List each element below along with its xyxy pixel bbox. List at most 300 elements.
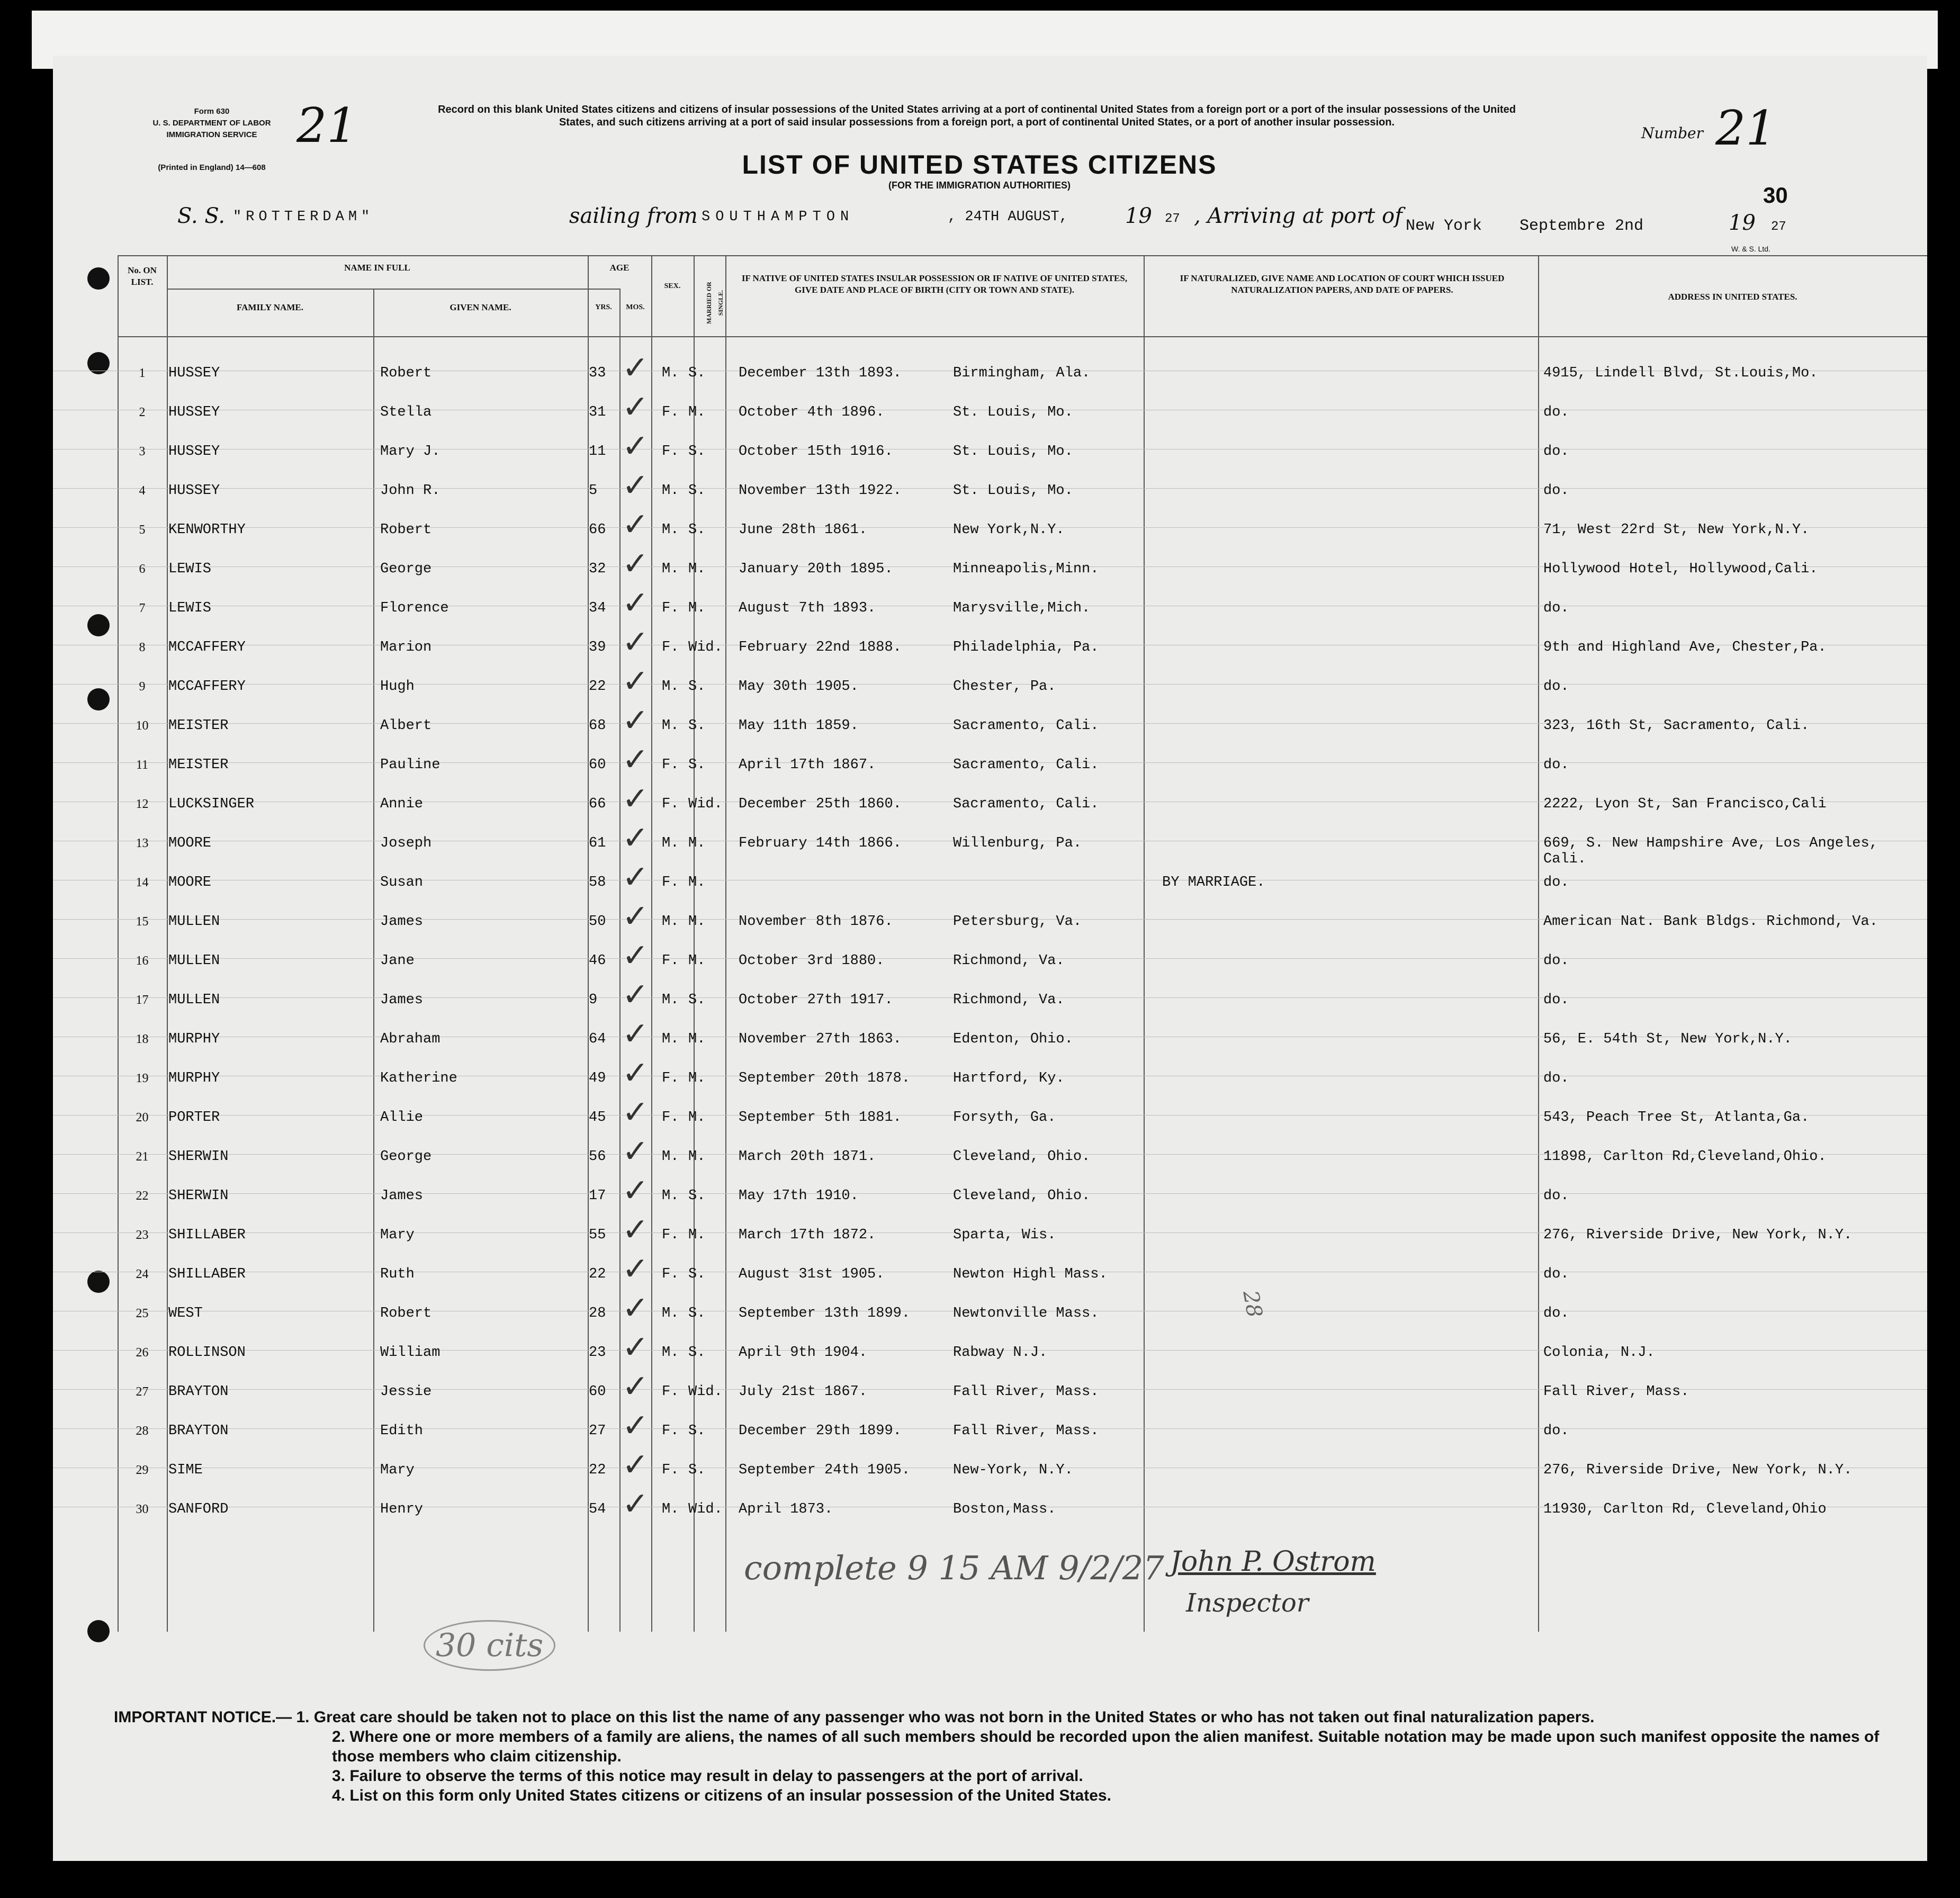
- marital-status: S.: [688, 444, 706, 460]
- given-name: George: [380, 1149, 432, 1165]
- address: do.: [1543, 483, 1569, 499]
- family-name: MOORE: [168, 875, 212, 890]
- birth-date: December 13th 1893.: [739, 365, 902, 381]
- marital-status: M.: [688, 1227, 706, 1243]
- address: Colonia, N.J.: [1543, 1345, 1655, 1361]
- family-name: SHERWIN: [168, 1149, 229, 1165]
- important-notice: [114, 1707, 1925, 1805]
- birth-place: Cleveland, Ohio.: [953, 1188, 1091, 1204]
- age-years: 56: [589, 1149, 606, 1165]
- birth-place: Forsyth, Ga.: [953, 1110, 1056, 1126]
- margin-mark: 28: [1238, 1288, 1267, 1320]
- col-name-in-full: NAME IN FULL: [344, 263, 410, 273]
- punch-hole: [87, 688, 110, 710]
- col-native-birth: IF NATIVE OF UNITED STATES INSULAR POSSESSION OR IF NATIVE OF UNITED STATES, GIVE DATE AND PLACE OF BIRTH (CITY OR TOWN AND STATE).: [741, 273, 1128, 295]
- checkmark-icon: ✓: [622, 349, 649, 386]
- family-name: MEISTER: [168, 718, 229, 734]
- checkmark-icon: ✓: [622, 1172, 649, 1209]
- checkmark-icon: ✓: [622, 898, 649, 935]
- birth-place: Richmond, Va.: [953, 953, 1065, 969]
- address: Hollywood Hotel, Hollywood,Cali.: [1543, 561, 1818, 577]
- family-name: MOORE: [168, 835, 212, 851]
- birth-place: Sacramento, Cali.: [953, 757, 1099, 773]
- arrival-year: 27: [1771, 220, 1786, 234]
- row-number: 30: [136, 1503, 149, 1516]
- birth-place: St. Louis, Mo.: [953, 483, 1073, 499]
- row-number: 4: [139, 484, 146, 498]
- age-years: 32: [589, 561, 606, 577]
- family-name: BRAYTON: [168, 1423, 229, 1439]
- checkmark-icon: ✓: [622, 624, 649, 661]
- address: do.: [1543, 1306, 1569, 1321]
- sex: M.: [662, 483, 679, 499]
- given-name: Annie: [380, 796, 424, 812]
- birth-date: April 9th 1904.: [739, 1345, 868, 1361]
- col-no: No. ON LIST.: [128, 265, 157, 287]
- age-years: 60: [589, 1384, 606, 1400]
- age-years: 33: [589, 365, 606, 381]
- checkmark-icon: ✓: [622, 1015, 649, 1053]
- given-name: Joseph: [380, 835, 432, 851]
- checkmark-icon: ✓: [622, 702, 649, 739]
- marital-status: S.: [688, 1462, 706, 1478]
- given-name: Florence: [380, 600, 449, 616]
- row-number: 25: [136, 1307, 149, 1320]
- age-years: 9: [589, 992, 598, 1008]
- address: 669, S. New Hampshire Ave, Los Angeles, Cali.: [1543, 835, 1878, 867]
- marital-status: M.: [688, 404, 706, 420]
- marital-status: Wid.: [688, 796, 723, 812]
- family-name: BRAYTON: [168, 1384, 229, 1400]
- given-name: Susan: [380, 875, 424, 890]
- address: 11930, Carlton Rd, Cleveland,Ohio: [1543, 1501, 1827, 1517]
- birth-place: Newton Highl Mass.: [953, 1266, 1108, 1282]
- notice-item-4: 4. List on this form only United States citizens or citizens of an insular possession of the United States.: [332, 1787, 1111, 1804]
- family-name: SHILLABER: [168, 1266, 246, 1282]
- address: do.: [1543, 679, 1569, 695]
- row-number: 15: [136, 915, 149, 929]
- family-name: HUSSEY: [168, 483, 220, 499]
- birth-place: Minneapolis,Minn.: [953, 561, 1099, 577]
- birth-date: May 30th 1905.: [739, 679, 859, 695]
- checkmark-icon: ✓: [622, 1251, 649, 1288]
- row-number: 7: [139, 601, 146, 615]
- record-instructions: Record on this blank United States citizens and citizens of insular possessions of the United States arriving at a port of continental United States from a foreign port or a port of the insular possessions of the United States, and such citizens arriving at a port of said insular possessions from a foreign port, a port of continental United States, or a port of another insular possession.: [438, 104, 1516, 128]
- age-years: 66: [589, 796, 606, 812]
- address: do.: [1543, 1188, 1569, 1204]
- family-name: LEWIS: [168, 561, 212, 577]
- marital-status: S.: [688, 1306, 706, 1321]
- marital-status: S.: [688, 992, 706, 1008]
- notice-item-1: 1. Great care should be taken not to place on this list the name of any passenger who was not born in the United States or who has not taken out final naturalization papers.: [296, 1708, 1595, 1726]
- given-name: John R.: [380, 483, 440, 499]
- birth-date: April 1873.: [739, 1501, 833, 1517]
- address: 11898, Carlton Rd,Cleveland,Ohio.: [1543, 1149, 1827, 1165]
- birth-date: November 8th 1876.: [739, 914, 893, 930]
- sex: F.: [662, 444, 679, 460]
- sex: M.: [662, 1188, 679, 1204]
- birth-place: Sacramento, Cali.: [953, 796, 1099, 812]
- row-number: 21: [136, 1150, 149, 1164]
- birth-place: St. Louis, Mo.: [953, 404, 1073, 420]
- naturalization: BY MARRIAGE.: [1162, 875, 1265, 890]
- col-sex: SEX.: [664, 282, 681, 290]
- marital-status: M.: [688, 914, 706, 930]
- birth-place: Birmingham, Ala.: [953, 365, 1091, 381]
- family-name: MEISTER: [168, 757, 229, 773]
- page-count: 30: [1763, 183, 1788, 208]
- birth-place: Philadelphia, Pa.: [953, 640, 1099, 655]
- family-name: HUSSEY: [168, 365, 220, 381]
- address: 276, Riverside Drive, New York, N.Y.: [1543, 1462, 1853, 1478]
- checkmark-icon: ✓: [622, 467, 649, 504]
- address: do.: [1543, 404, 1569, 420]
- checkmark-icon: ✓: [622, 389, 649, 426]
- row-number: 22: [136, 1189, 149, 1203]
- row-number: 5: [139, 523, 146, 537]
- given-name: James: [380, 1188, 424, 1204]
- checkmark-icon: ✓: [622, 545, 649, 582]
- marital-status: S.: [688, 483, 706, 499]
- marital-status: Wid.: [688, 1384, 723, 1400]
- marital-status: M.: [688, 1149, 706, 1165]
- birth-date: December 29th 1899.: [739, 1423, 902, 1439]
- age-years: 17: [589, 1188, 606, 1204]
- departure-year-label: 19: [1125, 204, 1152, 228]
- checkmark-icon: ✓: [622, 1486, 649, 1523]
- address: do.: [1543, 992, 1569, 1008]
- age-years: 31: [589, 404, 606, 420]
- header-top-rule: [118, 255, 1927, 256]
- col-address: ADDRESS IN UNITED STATES.: [1668, 292, 1797, 302]
- row-number: 8: [139, 641, 146, 654]
- address: do.: [1543, 600, 1569, 616]
- sex: F.: [662, 640, 679, 655]
- col-mos: MOS.: [626, 303, 645, 311]
- checkmark-icon: ✓: [622, 1368, 649, 1405]
- given-name: Robert: [380, 522, 432, 538]
- row-number: 17: [136, 993, 149, 1007]
- ship-name: "ROTTERDAM": [233, 209, 374, 225]
- punch-hole: [87, 1620, 110, 1642]
- marital-status: Wid.: [688, 640, 723, 655]
- col-age: AGE: [609, 263, 630, 273]
- checkmark-icon: ✓: [622, 741, 649, 778]
- notice-item-3: 3. Failure to observe the terms of this notice may result in delay to passengers at the port of arrival.: [332, 1767, 1083, 1785]
- row-number: 29: [136, 1463, 149, 1477]
- address: 276, Riverside Drive, New York, N.Y.: [1543, 1227, 1853, 1243]
- given-name: Katherine: [380, 1071, 457, 1086]
- marital-status: M.: [688, 835, 706, 851]
- completion-note: complete 9 15 AM 9/2/27: [744, 1549, 1164, 1587]
- sex: M.: [662, 522, 679, 538]
- punch-hole: [87, 267, 110, 290]
- col-family-name: FAMILY NAME.: [237, 302, 303, 312]
- row-number: 2: [139, 406, 146, 419]
- notice-heading: IMPORTANT NOTICE.—: [114, 1708, 292, 1726]
- birth-date: February 22nd 1888.: [739, 640, 902, 655]
- checkmark-icon: ✓: [622, 937, 649, 974]
- notice-item-2: 2. Where one or more members of a family are aliens, the names of all such members should be recorded upon the alien manifest. Suitable notation may be made upon such manifest opposite the names of those members who claim citizenship.: [332, 1728, 1880, 1765]
- birth-place: New-York, N.Y.: [953, 1462, 1073, 1478]
- birth-place: Willenburg, Pa.: [953, 835, 1082, 851]
- birth-date: February 14th 1866.: [739, 835, 902, 851]
- birth-place: Fall River, Mass.: [953, 1384, 1099, 1400]
- family-name: WEST: [168, 1306, 203, 1321]
- given-name: Robert: [380, 1306, 432, 1321]
- birth-place: New York,N.Y.: [953, 522, 1065, 538]
- sex: F.: [662, 1227, 679, 1243]
- sex: F.: [662, 1266, 679, 1282]
- row-number: 11: [136, 758, 149, 772]
- birth-place: Sacramento, Cali.: [953, 718, 1099, 734]
- family-name: MULLEN: [168, 992, 220, 1008]
- birth-date: October 27th 1917.: [739, 992, 893, 1008]
- marital-status: M.: [688, 1071, 706, 1086]
- marital-status: S.: [688, 365, 706, 381]
- marital-status: S.: [688, 1266, 706, 1282]
- family-name: HUSSEY: [168, 404, 220, 420]
- sex: F.: [662, 600, 679, 616]
- given-name: William: [380, 1345, 440, 1361]
- arriving-label: , Arriving at port of: [1194, 204, 1402, 228]
- family-name: MULLEN: [168, 914, 220, 930]
- birth-date: August 31st 1905.: [739, 1266, 885, 1282]
- printer-mark: W. & S. Ltd.: [1731, 245, 1770, 253]
- family-name: MULLEN: [168, 953, 220, 969]
- row-number: 23: [136, 1228, 149, 1242]
- birth-place: Chester, Pa.: [953, 679, 1056, 695]
- marital-status: M.: [688, 600, 706, 616]
- birth-place: Boston,Mass.: [953, 1501, 1056, 1517]
- address: American Nat. Bank Bldgs. Richmond, Va.: [1543, 914, 1878, 930]
- checkmark-icon: ✓: [622, 1407, 649, 1444]
- birth-place: Hartford, Ky.: [953, 1071, 1065, 1086]
- age-years: 22: [589, 1266, 606, 1282]
- checkmark-icon: ✓: [622, 820, 649, 857]
- row-number: 28: [136, 1424, 149, 1438]
- family-name: MURPHY: [168, 1071, 220, 1086]
- birth-date: April 17th 1867.: [739, 757, 876, 773]
- address: do.: [1543, 1071, 1569, 1086]
- birth-place: Richmond, Va.: [953, 992, 1065, 1008]
- sex: F.: [662, 953, 679, 969]
- given-name: Stella: [380, 404, 432, 420]
- marital-status: M.: [688, 953, 706, 969]
- age-years: 60: [589, 757, 606, 773]
- age-years: 68: [589, 718, 606, 734]
- marital-status: S.: [688, 1423, 706, 1439]
- sex: M.: [662, 365, 679, 381]
- birth-date: October 15th 1916.: [739, 444, 893, 460]
- given-name: Edith: [380, 1423, 424, 1439]
- birth-date: March 20th 1871.: [739, 1149, 876, 1165]
- given-name: Mary: [380, 1227, 415, 1243]
- given-name: James: [380, 992, 424, 1008]
- age-years: 23: [589, 1345, 606, 1361]
- age-years: 5: [589, 483, 598, 499]
- family-name: PORTER: [168, 1110, 220, 1126]
- age-years: 11: [589, 444, 606, 460]
- address: do.: [1543, 1423, 1569, 1439]
- age-years: 49: [589, 1071, 606, 1086]
- age-years: 27: [589, 1423, 606, 1439]
- given-name: Pauline: [380, 757, 440, 773]
- birth-date: January 20th 1895.: [739, 561, 893, 577]
- birth-date: July 21st 1867.: [739, 1384, 868, 1400]
- address: 323, 16th St, Sacramento, Cali.: [1543, 718, 1810, 734]
- departure-year: 27: [1165, 212, 1180, 226]
- birth-place: Cleveland, Ohio.: [953, 1149, 1091, 1165]
- checkmark-icon: ✓: [622, 1290, 649, 1327]
- departure-port: SOUTHAMPTON: [702, 209, 855, 225]
- given-name: Allie: [380, 1110, 424, 1126]
- given-name: Marion: [380, 640, 432, 655]
- birth-date: August 7th 1893.: [739, 600, 876, 616]
- ship-label: S. S.: [177, 204, 226, 228]
- sex: F.: [662, 1423, 679, 1439]
- marital-status: M.: [688, 1031, 706, 1047]
- sex: F.: [662, 796, 679, 812]
- family-name: SHILLABER: [168, 1227, 246, 1243]
- circled-note: 30 cits: [424, 1620, 555, 1671]
- checkmark-icon: ✓: [622, 780, 649, 817]
- inspector-signature: John P. Ostrom: [1170, 1546, 1376, 1578]
- row-number: 20: [136, 1111, 149, 1125]
- row-number: 12: [136, 797, 149, 811]
- given-name: Henry: [380, 1501, 424, 1517]
- punch-hole: [87, 614, 110, 636]
- given-name: Hugh: [380, 679, 415, 695]
- checkmark-icon: ✓: [622, 1055, 649, 1092]
- birth-place: Rabway N.J.: [953, 1345, 1048, 1361]
- given-name: James: [380, 914, 424, 930]
- page-subtitle: (FOR THE IMMIGRATION AUTHORITIES): [888, 180, 1071, 191]
- sex: F.: [662, 1071, 679, 1086]
- address: 2222, Lyon St, San Francisco,Cali: [1543, 796, 1827, 812]
- family-name: LEWIS: [168, 600, 212, 616]
- form-info: Form 630 U. S. DEPARTMENT OF LABOR IMMIGRATION SERVICE (Printed in England) 14—608: [152, 107, 271, 172]
- page-title: LIST OF UNITED STATES CITIZENS: [742, 150, 1217, 179]
- sex: M.: [662, 1306, 679, 1321]
- row-number: 27: [136, 1385, 149, 1399]
- given-name: George: [380, 561, 432, 577]
- sex: M.: [662, 1149, 679, 1165]
- family-name: LUCKSINGER: [168, 796, 255, 812]
- family-name: ROLLINSON: [168, 1345, 246, 1361]
- row-number: 3: [139, 445, 146, 458]
- marital-status: S.: [688, 1188, 706, 1204]
- sex: M.: [662, 835, 679, 851]
- sex: M.: [662, 914, 679, 930]
- sex: F.: [662, 1462, 679, 1478]
- address: do.: [1543, 875, 1569, 890]
- checkmark-icon: ✓: [622, 1211, 649, 1248]
- sex: M.: [662, 561, 679, 577]
- sailing-from-label: sailing from: [569, 204, 698, 228]
- sex: M.: [662, 679, 679, 695]
- birth-date: May 17th 1910.: [739, 1188, 859, 1204]
- header-bottom-rule: [118, 336, 1927, 337]
- checkmark-icon: ✓: [622, 428, 649, 465]
- checkmark-icon: ✓: [622, 1094, 649, 1131]
- row-number: 9: [139, 680, 146, 694]
- row-number: 18: [136, 1032, 149, 1046]
- list-number: 21: [1715, 101, 1776, 156]
- checkmark-icon: ✓: [622, 506, 649, 543]
- birth-place: Marysville,Mich.: [953, 600, 1091, 616]
- col-given-name: GIVEN NAME.: [449, 302, 511, 312]
- address: 71, West 22rd St, New York,N.Y.: [1543, 522, 1810, 538]
- sex: M.: [662, 1345, 679, 1361]
- family-name: HUSSEY: [168, 444, 220, 460]
- age-years: 45: [589, 1110, 606, 1126]
- birth-date: September 24th 1905.: [739, 1462, 911, 1478]
- birth-date: October 4th 1896.: [739, 404, 885, 420]
- age-years: 66: [589, 522, 606, 538]
- address: 543, Peach Tree St, Atlanta,Ga.: [1543, 1110, 1810, 1126]
- inspector-title: Inspector: [1186, 1588, 1309, 1618]
- given-name: Jessie: [380, 1384, 432, 1400]
- row-number: 19: [136, 1072, 149, 1085]
- age-years: 50: [589, 914, 606, 930]
- birth-date: March 17th 1872.: [739, 1227, 876, 1243]
- checkmark-icon: ✓: [622, 584, 649, 622]
- address: Fall River, Mass.: [1543, 1384, 1689, 1400]
- address: 9th and Highland Ave, Chester,Pa.: [1543, 640, 1827, 655]
- row-number: 14: [136, 876, 149, 889]
- given-name: Robert: [380, 365, 432, 381]
- marital-status: Wid.: [688, 1501, 723, 1517]
- marital-status: S.: [688, 522, 706, 538]
- birth-place: Newtonville Mass.: [953, 1306, 1099, 1321]
- age-years: 58: [589, 875, 606, 890]
- birth-date: October 3rd 1880.: [739, 953, 885, 969]
- col-yrs: YRS.: [595, 303, 612, 311]
- age-years: 39: [589, 640, 606, 655]
- departure-date: , 24TH AUGUST,: [948, 209, 1068, 225]
- marital-status: M.: [688, 1110, 706, 1126]
- address: 56, E. 54th St, New York,N.Y.: [1543, 1031, 1792, 1047]
- age-years: 55: [589, 1227, 606, 1243]
- given-name: Mary J.: [380, 444, 440, 460]
- arrival-port: New York: [1406, 217, 1482, 235]
- row-number: 13: [136, 836, 149, 850]
- family-name: MCCAFFERY: [168, 640, 246, 655]
- family-name: MURPHY: [168, 1031, 220, 1047]
- birth-place: Fall River, Mass.: [953, 1423, 1099, 1439]
- birth-date: November 13th 1922.: [739, 483, 902, 499]
- age-years: 22: [589, 679, 606, 695]
- family-name: SANFORD: [168, 1501, 229, 1517]
- family-name: SHERWIN: [168, 1188, 229, 1204]
- age-years: 34: [589, 600, 606, 616]
- col-married-single: MARRIED OR SINGLE.: [705, 282, 724, 324]
- marital-status: S.: [688, 718, 706, 734]
- row-number: 6: [139, 562, 146, 576]
- row-number: 16: [136, 954, 149, 968]
- birth-place: Edenton, Ohio.: [953, 1031, 1073, 1047]
- sex: F.: [662, 757, 679, 773]
- sex: M.: [662, 1031, 679, 1047]
- family-name: KENWORTHY: [168, 522, 246, 538]
- sex: F.: [662, 404, 679, 420]
- number-label: Number: [1641, 124, 1703, 142]
- birth-place: Sparta, Wis.: [953, 1227, 1056, 1243]
- birth-date: September 5th 1881.: [739, 1110, 902, 1126]
- family-name: MCCAFFERY: [168, 679, 246, 695]
- sex: M.: [662, 718, 679, 734]
